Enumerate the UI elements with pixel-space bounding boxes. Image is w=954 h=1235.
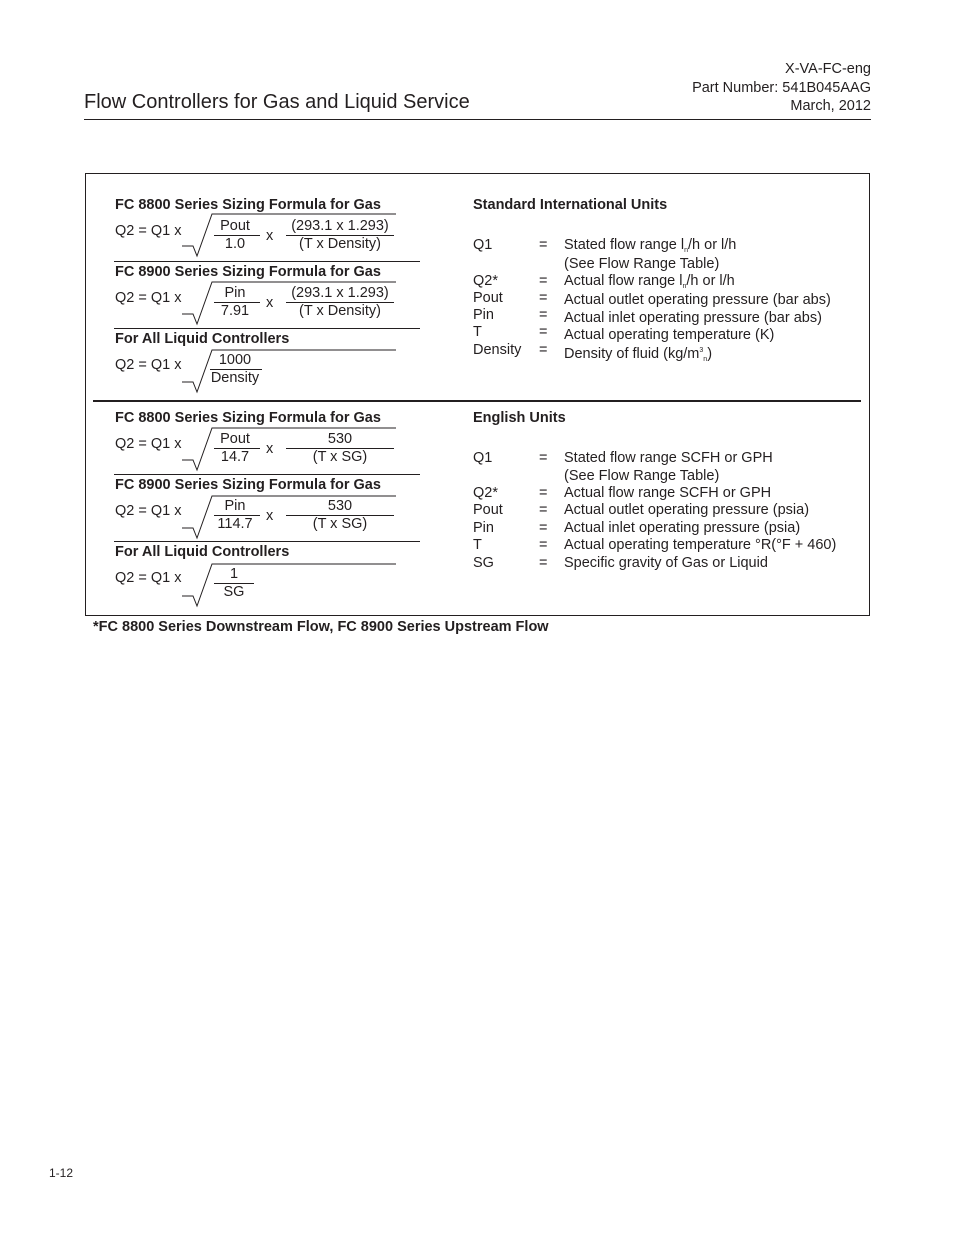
document-title: Flow Controllers for Gas and Liquid Service bbox=[84, 91, 470, 113]
times-sign: x bbox=[266, 508, 274, 524]
part-number: Part Number: 541B045AAG bbox=[692, 79, 871, 96]
section-rule bbox=[114, 261, 420, 262]
def-symbol: T bbox=[473, 324, 482, 340]
si-gas8800-num: Pout bbox=[220, 218, 250, 234]
times-sign: x bbox=[266, 295, 274, 311]
en-liquid-lhs: Q2 = Q1 x bbox=[115, 570, 182, 586]
en-gas8900-den: 114.7 bbox=[217, 516, 253, 532]
def-text: Actual outlet operating pressure (psia) bbox=[564, 502, 810, 518]
def-text: Stated flow range $l_n/h$ or l/h bbox=[564, 237, 737, 254]
def-equals: = bbox=[539, 273, 548, 289]
si-gas8900-den2: (T x Density) bbox=[299, 303, 381, 319]
def-equals: = bbox=[539, 307, 548, 323]
def-text: Actual outlet operating pressure (bar abs) bbox=[564, 292, 831, 308]
en-liquid-den: SG bbox=[223, 584, 245, 600]
page-number: 1-12 bbox=[49, 1166, 74, 1180]
si-gas8800-num2: (293.1 x 1.293) bbox=[291, 218, 389, 234]
footnote: *FC 8800 Series Downstream Flow, FC 8900 Series Upstream Flow bbox=[93, 619, 549, 635]
si-gas8900-num: Pin bbox=[224, 285, 246, 301]
en-gas8800-num2: 530 bbox=[327, 431, 353, 447]
en-gas8800-heading: FC 8800 Series Sizing Formula for Gas bbox=[115, 410, 381, 426]
section-rule bbox=[114, 328, 420, 329]
en-gas8900-num2: 530 bbox=[327, 498, 353, 514]
def-text: (See Flow Range Table) bbox=[564, 256, 720, 272]
def-equals: = bbox=[539, 342, 548, 358]
def-equals: = bbox=[539, 520, 548, 536]
header-rule bbox=[84, 119, 871, 120]
def-symbol: SG bbox=[473, 555, 494, 571]
si-liquid-heading: For All Liquid Controllers bbox=[115, 331, 290, 347]
section-rule bbox=[114, 541, 420, 542]
def-symbol: Q1 bbox=[473, 450, 493, 466]
def-equals: = bbox=[539, 502, 548, 518]
si-gas8900-heading: FC 8900 Series Sizing Formula for Gas bbox=[115, 264, 381, 280]
en-gas8900-lhs: Q2 = Q1 x bbox=[115, 503, 182, 519]
si-gas8800-lhs: Q2 = Q1 x bbox=[115, 223, 182, 239]
radical-icon bbox=[180, 212, 212, 258]
doc-id: X-VA-FC-eng bbox=[785, 61, 871, 77]
si-gas8800-heading: FC 8800 Series Sizing Formula for Gas bbox=[115, 197, 381, 213]
def-text: Specific gravity of Gas or Liquid bbox=[564, 555, 768, 571]
def-equals: = bbox=[539, 237, 548, 253]
def-symbol: Pout bbox=[473, 290, 503, 306]
def-symbol: Q2* bbox=[473, 485, 498, 501]
section-rule bbox=[114, 474, 420, 475]
def-text: Density of fluid $(kg/m^3_n)$ bbox=[564, 346, 713, 363]
si-liquid-lhs: Q2 = Q1 x bbox=[115, 357, 182, 373]
def-equals: = bbox=[539, 324, 548, 340]
def-symbol: Pin bbox=[473, 520, 494, 536]
en-units-heading: English Units bbox=[473, 410, 566, 426]
def-text: (See Flow Range Table) bbox=[564, 468, 720, 484]
def-text: Actual operating temperature °R(°F + 460) bbox=[564, 537, 837, 553]
si-gas8800-den: 1.0 bbox=[224, 236, 246, 252]
def-text: Actual operating temperature (K) bbox=[564, 327, 775, 343]
radical-icon bbox=[180, 426, 212, 472]
si-liquid-den: Density bbox=[210, 370, 260, 386]
def-text: Actual flow range $l_n/h$ or l/h bbox=[564, 273, 735, 290]
document-meta bbox=[692, 60, 871, 116]
times-sign: x bbox=[266, 228, 274, 244]
def-equals: = bbox=[539, 290, 548, 306]
times-sign: x bbox=[266, 441, 274, 457]
en-gas8800-den2: (T x SG) bbox=[312, 449, 368, 465]
def-symbol: T bbox=[473, 537, 482, 553]
en-gas8900-den2: (T x SG) bbox=[312, 516, 368, 532]
si-gas8900-den: 7.91 bbox=[220, 303, 250, 319]
si-units-heading: Standard International Units bbox=[473, 197, 668, 213]
radical-icon bbox=[180, 280, 212, 326]
box-divider bbox=[93, 400, 861, 402]
def-symbol: Q1 bbox=[473, 237, 493, 253]
si-gas8800-den2: (T x Density) bbox=[299, 236, 381, 252]
si-liquid-num: 1000 bbox=[218, 352, 252, 368]
def-text: Actual flow range SCFH or GPH bbox=[564, 485, 772, 501]
def-symbol: Q2* bbox=[473, 273, 498, 289]
def-text: Actual inlet operating pressure (bar abs) bbox=[564, 310, 822, 326]
def-equals: = bbox=[539, 485, 548, 501]
def-equals: = bbox=[539, 537, 548, 553]
def-symbol: Density bbox=[473, 342, 522, 358]
def-text: Actual inlet operating pressure (psia) bbox=[564, 520, 801, 536]
si-gas8900-lhs: Q2 = Q1 x bbox=[115, 290, 182, 306]
en-gas8800-lhs: Q2 = Q1 x bbox=[115, 436, 182, 452]
si-gas8900-num2: (293.1 x 1.293) bbox=[291, 285, 389, 301]
en-gas8800-num: Pout bbox=[220, 431, 250, 447]
radical-icon bbox=[180, 562, 212, 608]
def-equals: = bbox=[539, 555, 548, 571]
en-gas8900-heading: FC 8900 Series Sizing Formula for Gas bbox=[115, 477, 381, 493]
en-gas8900-num: Pin bbox=[224, 498, 246, 514]
en-liquid-num: 1 bbox=[229, 566, 239, 582]
doc-date: March, 2012 bbox=[790, 98, 871, 114]
en-gas8800-den: 14.7 bbox=[220, 449, 250, 465]
radical-icon bbox=[180, 494, 212, 540]
en-liquid-heading: For All Liquid Controllers bbox=[115, 544, 290, 560]
def-symbol: Pout bbox=[473, 502, 503, 518]
def-text: Stated flow range SCFH or GPH bbox=[564, 450, 773, 466]
def-equals: = bbox=[539, 450, 548, 466]
def-symbol: Pin bbox=[473, 307, 494, 323]
